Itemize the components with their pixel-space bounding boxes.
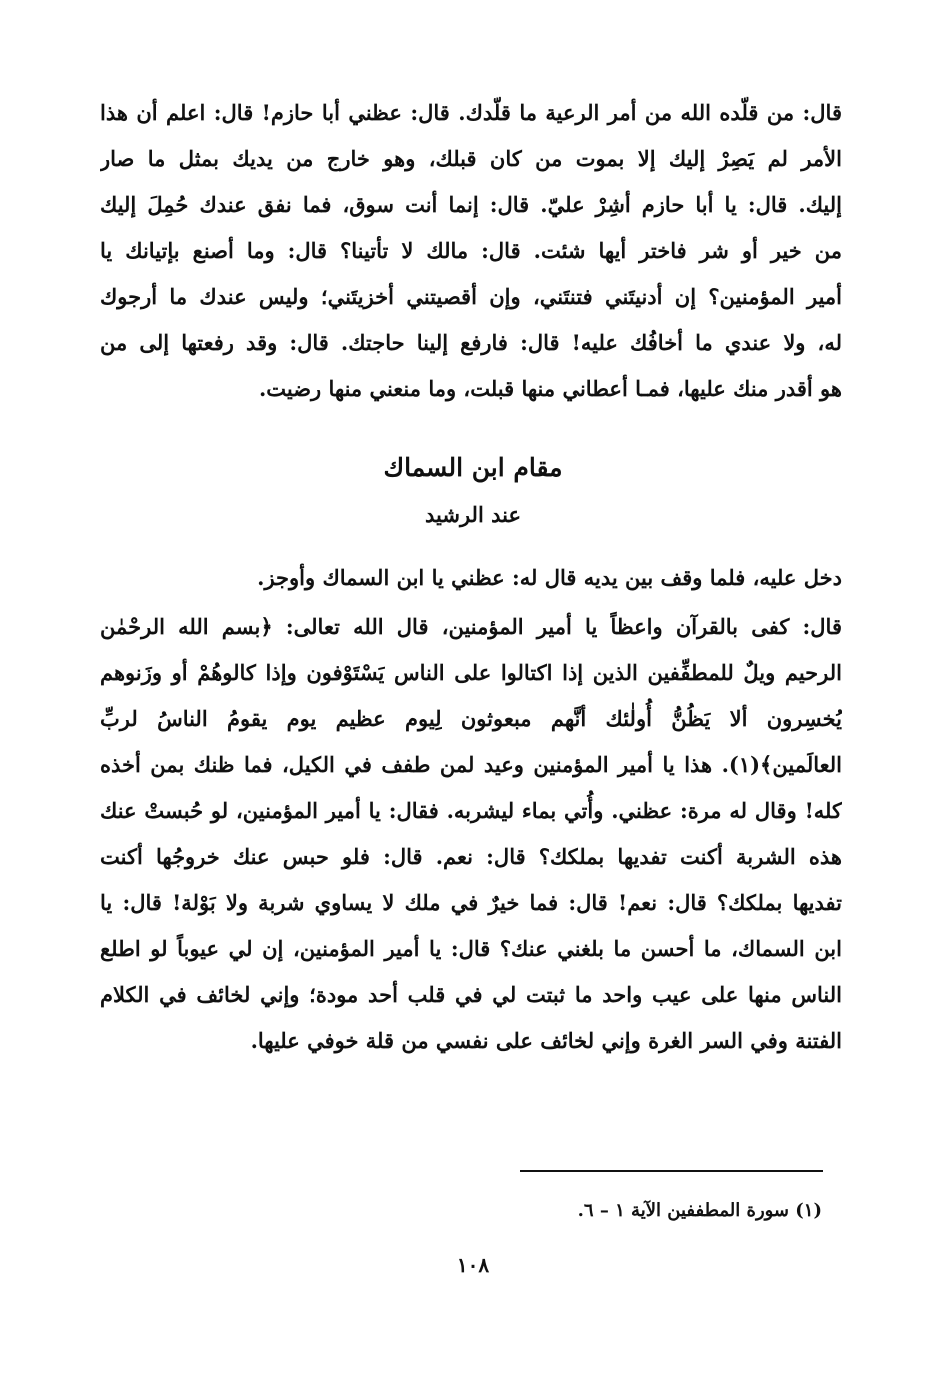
paragraph-intro [100, 555, 842, 601]
text-line: العالَمين﴾(١). هذا يا أمير المؤمنين وعيد لمن طفف في الكيل، فما ظنك بمن أخذه [100, 752, 842, 777]
paragraph-ibn-al-sammak [100, 604, 842, 1064]
footnote-divider [520, 1170, 823, 1172]
text-line: دخل عليه، فلما وقف بين يديه قال له: عظني يا ابن السماك وأوجز. [257, 565, 842, 590]
text-line: الأمر لم يَصِرْ إليك إلا بموت من كان قبلك، وهو خارج من يديك بمثل ما صار [100, 146, 842, 171]
text-line: ابن السماك، ما أحسن ما بلغني عنك؟ قال: يا أمير المؤمنين، إن لي عيوباً لو اطلع [100, 936, 842, 961]
text-line: له، ولا عندي ما أخافُك عليه! قال: فارفع إلينا حاجتك. قال: وقد رفعتها إلى من [100, 330, 842, 355]
section-subtitle: عند الرشيد [425, 502, 521, 527]
text-line: تفديها بملكك؟ قال: نعم! قال: فما خيرٌ في ملك لا يساوي شربة ولا بَوْلة! قال: يا [100, 890, 842, 915]
text-line: قال: كفى بالقرآن واعظاً يا أمير المؤمنين، قال الله تعالى: ﴿بسم الله الرحْمٰن [100, 614, 842, 639]
text-line: قال: من قلّده الله من أمر الرعية ما قلّدك. قال: عظني أبا حازم! قال: اعلم أن هذا [100, 100, 842, 125]
text-line: من خير أو شر فاختر أيها شئت. قال: مالك لا تأتينا؟ قال: وما أصنع بإتيانك يا [100, 238, 842, 263]
text-line: كله! وقال له مرة: عظني. وأُتي بماء ليشربه. فقال: يا أمير المؤمنين، لو حُبستْ عنك [100, 798, 842, 823]
text-line: إليك. قال: يا أبا حازم أشِرْ عليّ. قال: إنما أنت سوق، فما نفق عندك حُمِلَ إليك [100, 192, 842, 217]
page-number: ١٠٨ [456, 1253, 490, 1277]
text-line: الرحيم ويلٌ للمطفِّفين الذين إذا اكتالوا على الناس يَسْتَوْفون وإذا كالوهُمْ أو وزَنوهم [100, 660, 842, 685]
text-line: الفتنة وفي السر الغرة وإني لخائف على نفسي من قلة خوفي عليها. [250, 1028, 842, 1053]
paragraph-abu-hazim [100, 90, 842, 412]
text-line: الناس منها على عيب واحد ما ثبتت لي في قلب أحد مودة؛ وإني لخائف في الكلام [100, 982, 842, 1007]
section-title: مقام ابن السماك [383, 453, 563, 482]
text-line: أمير المؤمنين؟ إن أدنيتَني فتنتَني، وإن أقصيتني أخزيتَني؛ وليس عندك ما أرجوك [100, 284, 842, 309]
text-line: هو أقدر منك عليها، فمـا أعطاني منها قبلت، وما منعني منها رضيت. [258, 376, 842, 401]
footnote: (١) سورة المطففين الآية ١ – ٦. [577, 1200, 822, 1221]
text-line: هذه الشربة أكنت تفديها بملكك؟ قال: نعم. قال: فلو حبس عنك خروجُها أكنت [100, 844, 842, 869]
text-line: يُخسِرون ألا يَظُنُّ أُولٰئك أنَّهم مبعوثون لِيوم عظيم يوم يقومُ الناسُ لربِّ [100, 706, 842, 731]
